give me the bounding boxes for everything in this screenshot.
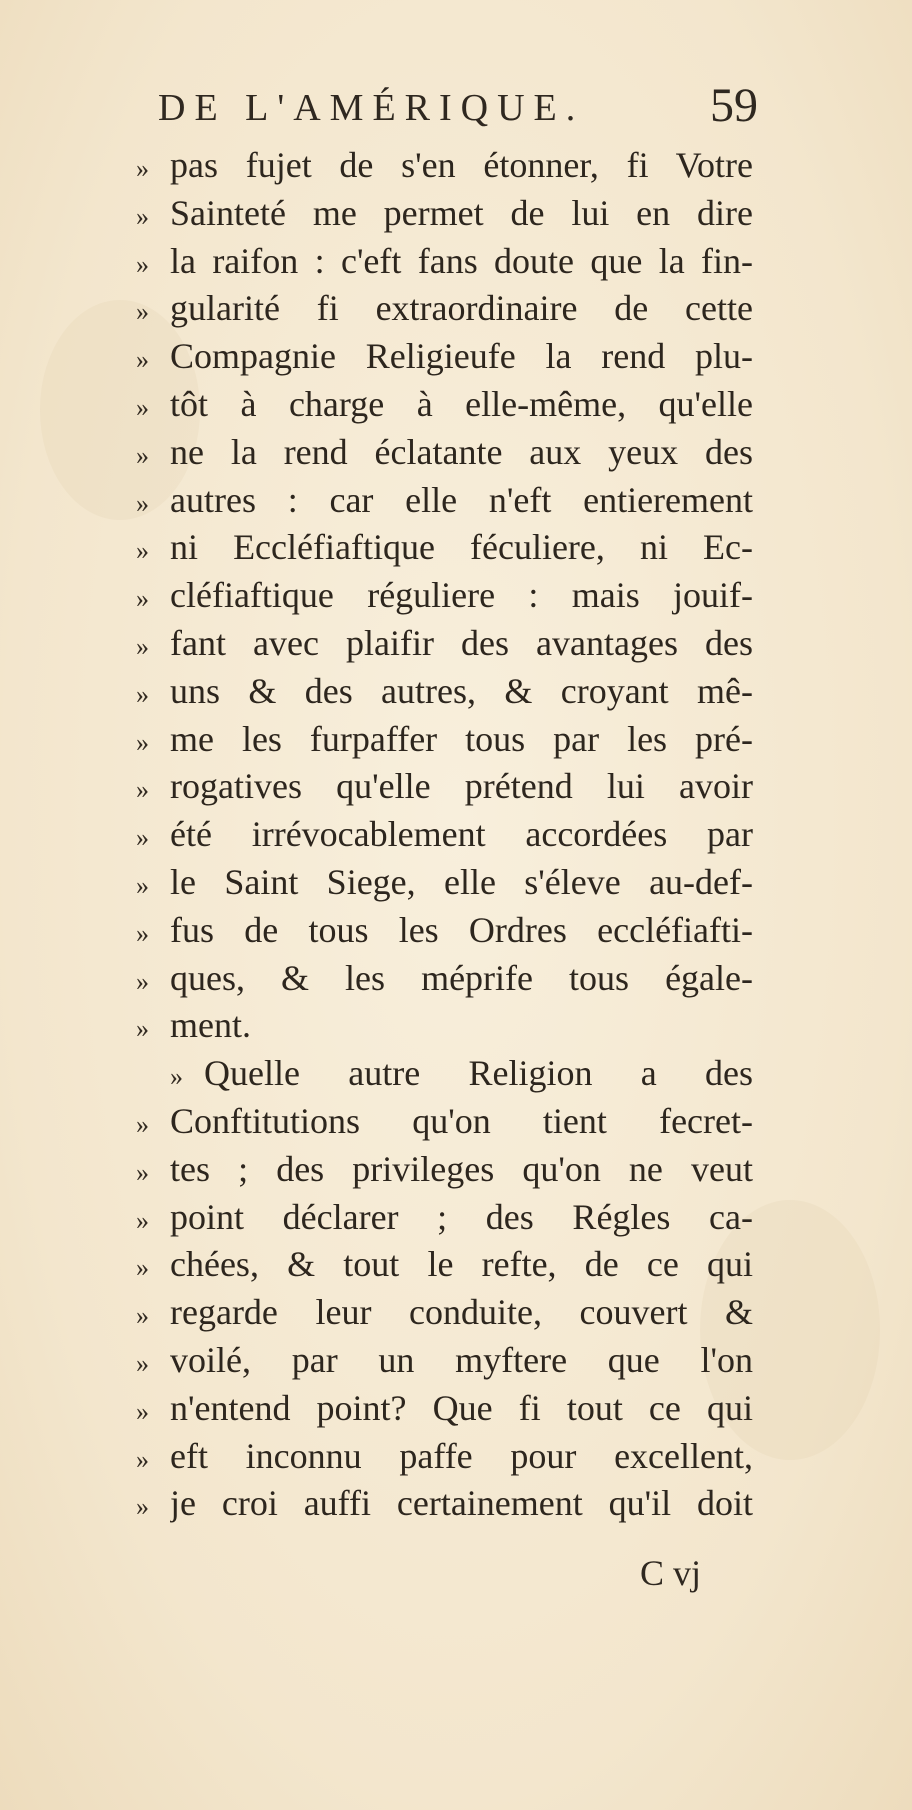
text-line: [136, 142, 753, 190]
line-text: ment.: [170, 1005, 251, 1046]
running-head: DE L'AMÉRIQUE.: [158, 87, 585, 129]
text-line: [136, 285, 753, 333]
text-line: [136, 859, 753, 907]
quote-mark: »: [136, 823, 149, 853]
text-line: [136, 763, 753, 811]
quote-mark: »: [136, 870, 149, 900]
quote-mark: »: [136, 1492, 149, 1522]
line-text: voilé, par un myftere que l'on: [170, 1339, 753, 1380]
text-line: [136, 1241, 753, 1289]
text-line: [136, 907, 753, 955]
line-text: Quelle autre Religion a des: [204, 1053, 753, 1094]
quote-mark: »: [136, 536, 149, 566]
quote-mark: »: [136, 440, 149, 470]
quote-mark: »: [136, 1109, 149, 1139]
text-line: [136, 1098, 753, 1146]
line-text: n'entend point? Que fi tout ce qui: [170, 1387, 753, 1428]
text-line: [136, 1337, 753, 1385]
page-header: [158, 80, 758, 140]
text-line: [136, 668, 753, 716]
line-text: fus de tous les Ordres eccléfiafti-: [170, 909, 753, 950]
line-text: chées, & tout le refte, de ce qui: [170, 1244, 753, 1285]
text-line: [136, 716, 753, 764]
text-line: [136, 1146, 753, 1194]
quote-mark: »: [136, 1444, 149, 1474]
quote-mark: »: [136, 1014, 149, 1044]
line-text: eft inconnu paffe pour excellent,: [170, 1435, 753, 1476]
line-text: autres : car elle n'eft entierement: [170, 479, 753, 520]
text-line: [136, 524, 753, 572]
text-line: [136, 1194, 753, 1242]
line-text: uns & des autres, & croyant mê-: [170, 670, 753, 711]
quote-mark: »: [136, 154, 149, 183]
text-line: [136, 1289, 753, 1337]
quote-mark: »: [136, 488, 149, 518]
line-text: Compagnie Religieufe la rend plu-: [170, 336, 753, 377]
line-text: le Saint Siege, elle s'éleve au-def-: [170, 861, 753, 902]
line-text: me les furpaffer tous par les pré-: [170, 718, 753, 759]
line-text: cléfiaftique réguliere : mais jouif-: [170, 575, 753, 616]
quote-mark: »: [136, 201, 149, 231]
text-line: [136, 1385, 753, 1433]
quote-mark: »: [136, 392, 149, 422]
quote-mark: »: [136, 631, 149, 661]
line-text: rogatives qu'elle prétend lui avoir: [170, 766, 753, 807]
text-line: [136, 1433, 753, 1481]
quote-mark: »: [136, 1205, 149, 1235]
quote-mark: »: [170, 1062, 183, 1092]
line-text: point déclarer ; des Régles ca-: [170, 1196, 753, 1237]
line-text: gularité fi extraordinaire de cette: [170, 288, 753, 329]
text-line: [136, 1050, 753, 1098]
quote-mark: »: [136, 1348, 149, 1378]
line-text: ne la rend éclatante aux yeux des: [170, 431, 753, 472]
text-line: [136, 429, 753, 477]
line-text: tôt à charge à elle-même, qu'elle: [170, 383, 753, 424]
line-text: fant avec plaifir des avantages des: [170, 622, 753, 663]
quote-mark: »: [136, 584, 149, 614]
quote-mark: »: [136, 775, 149, 805]
quote-mark: »: [136, 249, 149, 279]
quote-mark: »: [136, 966, 149, 996]
text-line: [136, 572, 753, 620]
quote-mark: »: [136, 1396, 149, 1426]
text-line: [136, 381, 753, 429]
quote-mark: »: [136, 727, 149, 757]
body-text: [136, 142, 753, 1528]
page-number: 59: [710, 79, 758, 132]
quote-mark: »: [136, 297, 149, 327]
quote-mark: »: [136, 1157, 149, 1187]
text-line: [136, 333, 753, 381]
line-text: regarde leur conduite, couvert &: [170, 1292, 753, 1333]
line-text: ni Eccléfiaftique féculiere, ni Ec-: [170, 527, 753, 568]
line-text: Conftitutions qu'on tient fecret-: [170, 1100, 753, 1141]
line-text: je croi auffi certainement qu'il doit: [170, 1483, 753, 1524]
text-line: [136, 477, 753, 525]
text-line: [136, 811, 753, 859]
signature-mark: C vj: [640, 1553, 702, 1593]
line-text: tes ; des privileges qu'on ne veut: [170, 1148, 753, 1189]
line-text: pas fujet de s'en étonner, fi Votre: [170, 145, 753, 185]
text-line: [136, 1480, 753, 1528]
quote-mark: »: [136, 345, 149, 375]
line-text: été irrévocablement accordées par: [170, 814, 753, 855]
text-line: [136, 620, 753, 668]
text-line: [136, 190, 753, 238]
text-line: [136, 1002, 753, 1050]
line-text: la raifon : c'eft fans doute que la fin-: [170, 240, 753, 281]
line-text: Sainteté me permet de lui en dire: [170, 192, 753, 233]
quote-mark: »: [136, 1253, 149, 1283]
quote-mark: »: [136, 679, 149, 709]
text-line: [136, 238, 753, 286]
quote-mark: »: [136, 918, 149, 948]
quote-mark: »: [136, 1301, 149, 1331]
line-text: ques, & les méprife tous égale-: [170, 957, 753, 998]
text-line: [136, 955, 753, 1003]
